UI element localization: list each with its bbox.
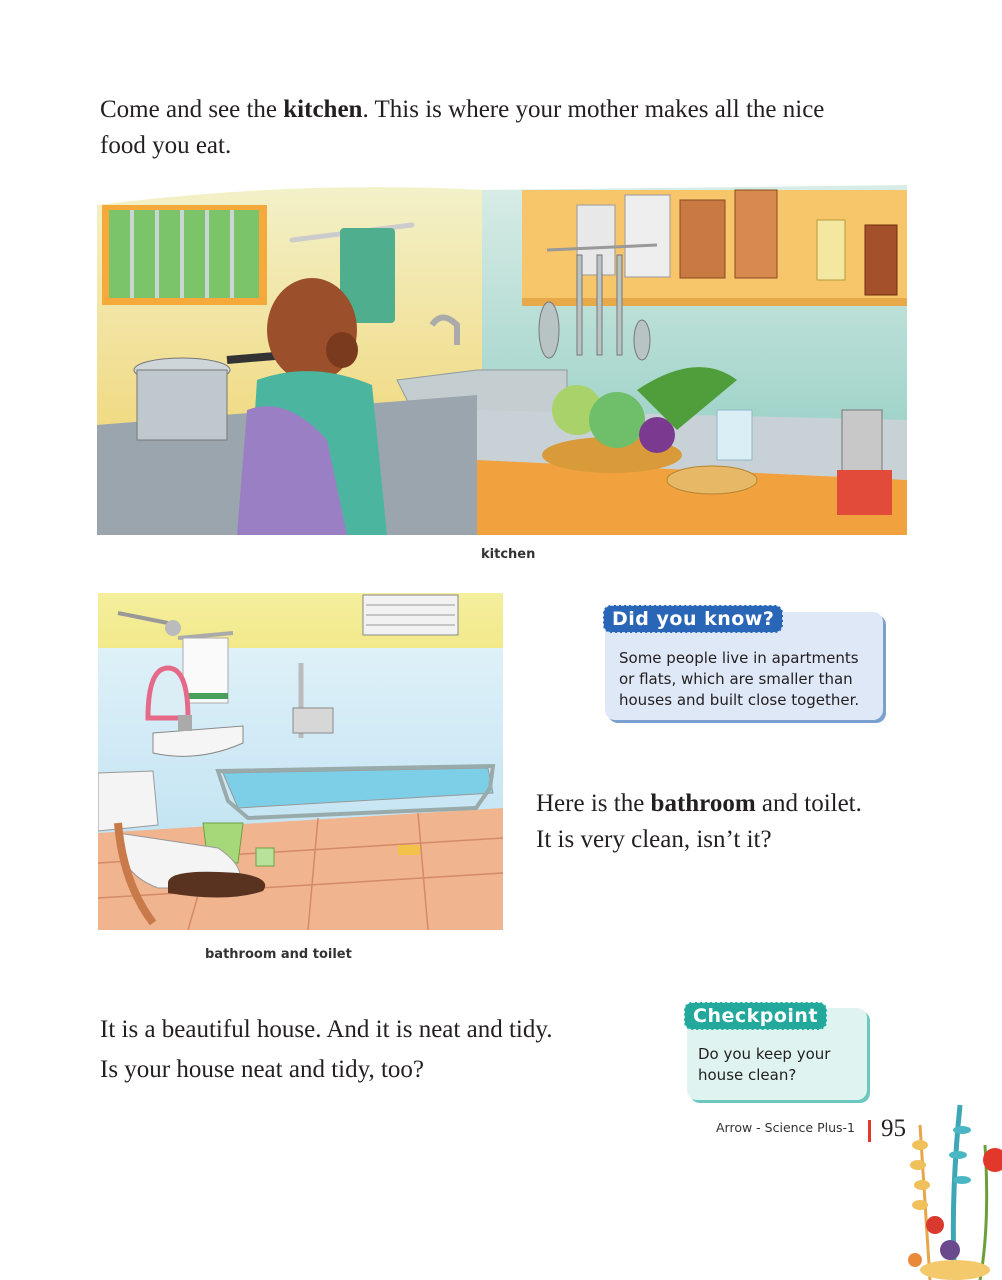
intro-line-2: food you eat. [100, 132, 232, 159]
footer-divider [868, 1120, 871, 1142]
bathroom-line-2: It is very clean, isn’t it? [536, 826, 772, 853]
book-title-footer: Arrow - Science Plus-1 [716, 1120, 856, 1135]
did-you-know-box [605, 608, 883, 720]
intro-line-1: Come and see the kitchen. This is where your mother makes all the nice [100, 96, 825, 123]
intro-paragraph [100, 92, 900, 164]
bathroom-line-1: Here is the bathroom and toilet. [536, 790, 862, 817]
kitchen-term: kitchen [283, 96, 363, 123]
page-number: 95 [881, 1115, 906, 1142]
bathroom-paragraph [536, 786, 916, 858]
checkpoint-box [687, 1005, 867, 1100]
house-line-1: It is a beautiful house. And it is neat and tidy. [100, 1016, 553, 1043]
kitchen-caption: kitchen [481, 547, 536, 562]
kitchen-illustration [97, 180, 907, 535]
bathroom-illustration [98, 593, 503, 930]
checkpoint-text: Do you keep your house clean? [698, 1045, 831, 1084]
checkpoint-title: Checkpoint [684, 1002, 827, 1030]
bathroom-caption: bathroom and toilet [205, 947, 352, 962]
did-you-know-title: Did you know? [603, 605, 783, 633]
decorative-flowers-image [900, 1085, 1002, 1280]
house-line-2: Is your house neat and tidy, too? [100, 1056, 424, 1083]
bathroom-term: bathroom [650, 790, 756, 817]
did-you-know-text: Some people live in apartments or flats, which are smaller than houses and built close together. [619, 649, 860, 709]
house-paragraph [100, 1010, 660, 1090]
